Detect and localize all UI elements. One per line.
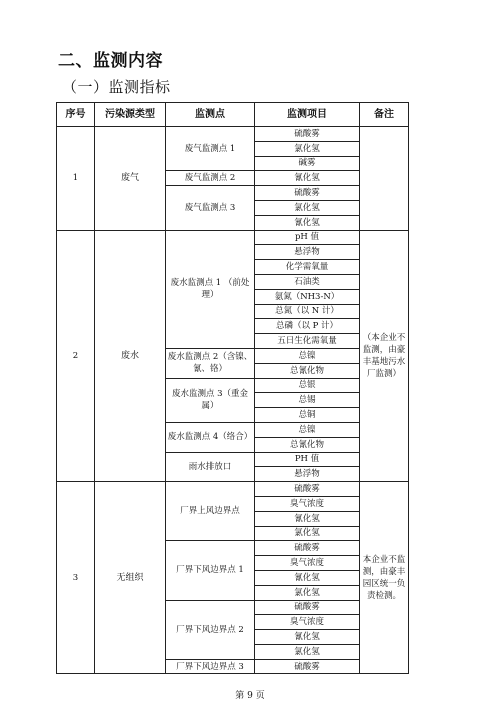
monitoring-table: [56, 102, 409, 674]
cell-monitoring-point: 厂界下风边界点 2: [166, 600, 255, 659]
cell-monitoring-item: 碱雾: [255, 156, 360, 171]
cell-monitoring-item: 石油类: [255, 274, 360, 289]
cell-no: 3: [57, 482, 95, 674]
cell-monitoring-item: 悬浮物: [255, 245, 360, 260]
cell-monitoring-item: 氨氮（NH3-N）: [255, 289, 360, 304]
cell-monitoring-item: 氯化氢: [255, 141, 360, 156]
cell-note: （本企业不监测，由豪丰基地污水厂监测）: [360, 230, 409, 482]
cell-monitoring-item: 氰化氢: [255, 630, 360, 645]
cell-monitoring-point: 废水监测点 2（含镍、氰、铬）: [166, 348, 255, 378]
cell-note: 本企业不监测，由豪丰园区统一负责检测。: [360, 482, 409, 674]
table-header-row: [57, 103, 409, 127]
cell-monitoring-point: 厂界下风边界点 1: [166, 541, 255, 600]
cell-monitoring-item: 氯化氢: [255, 644, 360, 659]
cell-monitoring-item: 氰化氢: [255, 215, 360, 230]
cell-monitoring-item: 氯化氢: [255, 526, 360, 541]
table-row: [57, 230, 409, 245]
cell-monitoring-point: 废水监测点 1 （前处理）: [166, 230, 255, 348]
cell-monitoring-item: PH 值: [255, 452, 360, 467]
cell-source-type: 无组织: [95, 482, 166, 674]
cell-monitoring-point: 废气监测点 2: [166, 171, 255, 186]
table-body: [57, 127, 409, 674]
header-no: 序号: [57, 103, 95, 127]
cell-monitoring-item: 总锡: [255, 393, 360, 408]
header-monitoring-item: 监测项目: [255, 103, 360, 127]
cell-monitoring-point: 厂界上风边界点: [166, 482, 255, 541]
cell-monitoring-item: 总镍: [255, 348, 360, 363]
cell-monitoring-point: 废水监测点 4（络合）: [166, 422, 255, 452]
cell-source-type: 废水: [95, 230, 166, 482]
cell-monitoring-item: 氯化氢: [255, 200, 360, 215]
cell-monitoring-item: 总氮（以 N 计）: [255, 304, 360, 319]
cell-monitoring-item: 臭气浓度: [255, 556, 360, 571]
cell-monitoring-item: 氯化氢: [255, 585, 360, 600]
cell-monitoring-point: 雨水排放口: [166, 452, 255, 482]
cell-monitoring-item: 总铜: [255, 408, 360, 423]
cell-monitoring-item: 氰化氢: [255, 511, 360, 526]
table-row: [57, 482, 409, 497]
subsection-title: （一）监测指标: [62, 78, 171, 96]
cell-no: 2: [57, 230, 95, 482]
header-source-type: 污染源类型: [95, 103, 166, 127]
cell-no: 1: [57, 127, 95, 231]
cell-monitoring-item: 氰化氢: [255, 570, 360, 585]
cell-monitoring-item: 总氰化物: [255, 437, 360, 452]
header-monitoring-point: 监测点: [166, 103, 255, 127]
cell-note: [360, 127, 409, 231]
cell-monitoring-item: 硫酸雾: [255, 186, 360, 201]
cell-monitoring-item: 硫酸雾: [255, 600, 360, 615]
cell-monitoring-item: 总氰化物: [255, 363, 360, 378]
cell-monitoring-item: 五日生化需氧量: [255, 334, 360, 349]
header-note: 备注: [360, 103, 409, 127]
cell-monitoring-point: 废水监测点 3（重金属）: [166, 378, 255, 422]
cell-monitoring-item: pH 值: [255, 230, 360, 245]
cell-monitoring-item: 氰化氢: [255, 171, 360, 186]
cell-monitoring-item: 化学需氧量: [255, 260, 360, 275]
cell-monitoring-item: 硫酸雾: [255, 541, 360, 556]
cell-monitoring-item: 总银: [255, 378, 360, 393]
cell-monitoring-item: 臭气浓度: [255, 496, 360, 511]
cell-monitoring-item: 硫酸雾: [255, 127, 360, 142]
table-row: [57, 127, 409, 142]
cell-monitoring-point: 废气监测点 1: [166, 127, 255, 171]
cell-monitoring-item: 悬浮物: [255, 467, 360, 482]
cell-source-type: 废气: [95, 127, 166, 231]
cell-monitoring-item: 总磷（以 P 计）: [255, 319, 360, 334]
cell-monitoring-item: 臭气浓度: [255, 615, 360, 630]
section-title: 二、监测内容: [58, 51, 163, 71]
cell-monitoring-item: 硫酸雾: [255, 482, 360, 497]
cell-monitoring-item: 硫酸雾: [255, 659, 360, 674]
cell-monitoring-point: 废气监测点 3: [166, 186, 255, 230]
cell-monitoring-item: 总镍: [255, 422, 360, 437]
page-number: 第 9 页: [235, 691, 265, 701]
cell-monitoring-point: 厂界下风边界点 3: [166, 659, 255, 674]
